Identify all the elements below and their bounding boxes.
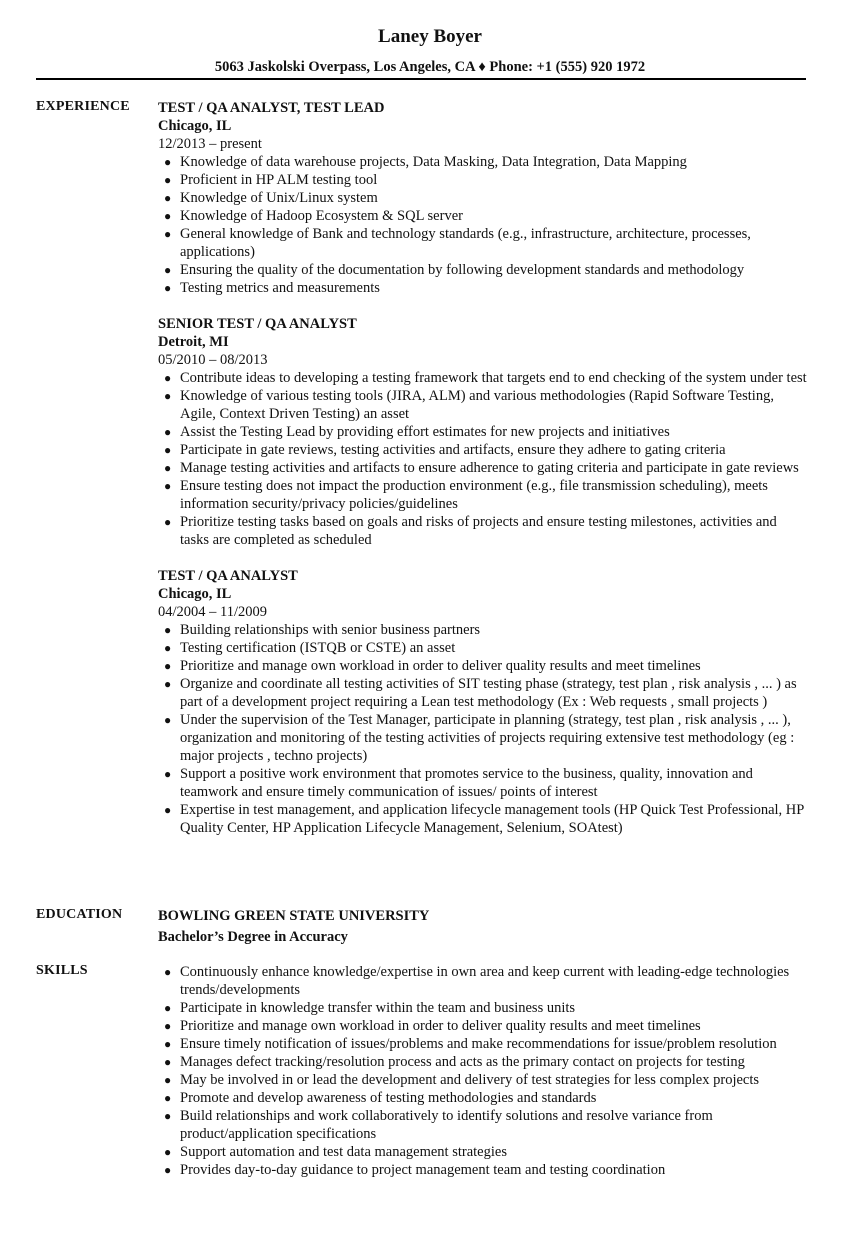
bullet-icon: ● — [164, 659, 172, 673]
bullet-text: Knowledge of Unix/Linux system — [180, 190, 378, 206]
list-item — [158, 1035, 808, 1053]
education-body — [158, 907, 808, 946]
bullet-icon: ● — [164, 515, 172, 529]
bullet-icon: ● — [164, 767, 172, 781]
list-item — [158, 657, 808, 675]
bullet-text: General knowledge of Bank and technology standards (e.g., infrastructure, architecture, processes, applications) — [180, 226, 751, 260]
bullet-text: Proficient in HP ALM testing tool — [180, 172, 378, 188]
bullet-icon: ● — [164, 677, 172, 691]
list-item — [158, 1107, 808, 1143]
bullet-text: Testing certification (ISTQB or CSTE) an asset — [180, 640, 456, 656]
bullet-text: Organize and coordinate all testing activities of SIT testing phase (strategy, test plan , risk analysis , ... ) as part of a development project requiring a Lean test methodology (Ex : Web requests , small projects ) — [180, 676, 797, 710]
bullet-text: Under the supervision of the Test Manager, participate in planning (strategy, test plan , risk analysis , ... ), organization and monitoring of the testing activities of projects requiring extensive test methodology (eg : major projects , techno projects) — [180, 712, 795, 764]
bullet-icon: ● — [164, 173, 172, 187]
bullet-text: Prioritize and manage own workload in order to deliver quality results and meet timelines — [180, 658, 701, 674]
job-location: Detroit, MI — [158, 334, 229, 350]
list-item — [158, 153, 808, 171]
bullet-text: Provides day-to-day guidance to project management team and testing coordination — [180, 1162, 666, 1178]
bullet-icon: ● — [164, 263, 172, 277]
bullet-text: Manage testing activities and artifacts to ensure adherence to gating criteria and participate in gate reviews — [180, 460, 799, 476]
bullet-text: Knowledge of data warehouse projects, Data Masking, Data Integration, Data Mapping — [180, 154, 687, 170]
job-bullet-list — [158, 621, 808, 837]
job-entry — [158, 567, 808, 837]
bullet-icon: ● — [164, 1145, 172, 1159]
bullet-icon: ● — [164, 1001, 172, 1015]
bullet-text: Participate in knowledge transfer within the team and business units — [180, 1000, 576, 1016]
list-item — [158, 189, 808, 207]
bullet-text: Prioritize testing tasks based on goals and risks of projects and ensure testing milestones, activities and tasks are completed as scheduled — [180, 514, 777, 548]
bullet-text: Ensuring the quality of the documentation by following development standards and methodology — [180, 262, 745, 278]
skills-bullet-list — [158, 963, 808, 1179]
job-dates: 05/2010 – 08/2013 — [158, 352, 268, 368]
bullet-text: Knowledge of Hadoop Ecosystem & SQL server — [180, 208, 463, 224]
contact-line: 5063 Jaskolski Overpass, Los Angeles, CA ♦ Phone: +1 (555) 920 1972 — [214, 59, 646, 75]
bullet-text: Manages defect tracking/resolution process and acts as the primary contact on projects for testing — [180, 1054, 745, 1070]
job-entry — [158, 99, 808, 297]
school-name: BOWLING GREEN STATE UNIVERSITY — [158, 908, 430, 924]
list-item — [158, 369, 808, 387]
job-title: TEST / QA ANALYST, TEST LEAD — [158, 100, 385, 116]
bullet-icon: ● — [164, 209, 172, 223]
job-bullet-list — [158, 153, 808, 297]
list-item — [158, 999, 808, 1017]
bullet-icon: ● — [164, 425, 172, 439]
section-label-education: EDUCATION — [36, 907, 123, 922]
job-dates: 12/2013 – present — [158, 136, 262, 152]
list-item — [158, 1017, 808, 1035]
list-item — [158, 801, 808, 837]
bullet-icon: ● — [164, 1073, 172, 1087]
list-item — [158, 711, 808, 765]
bullet-text: Assist the Testing Lead by providing effort estimates for new projects and initiatives — [180, 424, 670, 440]
list-item — [158, 639, 808, 657]
section-label-experience: EXPERIENCE — [36, 99, 130, 114]
bullet-text: Build relationships and work collaboratively to identify solutions and resolve variance from product/application specifications — [180, 1108, 713, 1142]
bullet-icon: ● — [164, 623, 172, 637]
skills-body — [158, 963, 808, 1179]
job-location: Chicago, IL — [158, 118, 232, 134]
bullet-icon: ● — [164, 389, 172, 403]
experience-body — [158, 99, 808, 855]
list-item — [158, 207, 808, 225]
header-divider — [36, 78, 806, 80]
list-item — [158, 279, 808, 297]
job-bullet-list — [158, 369, 808, 549]
list-item — [158, 459, 808, 477]
bullet-icon: ● — [164, 371, 172, 385]
list-item — [158, 423, 808, 441]
bullet-text: Ensure timely notification of issues/problems and make recommendations for issue/problem resolution — [180, 1036, 777, 1052]
job-title: TEST / QA ANALYST — [158, 568, 298, 584]
bullet-text: Ensure testing does not impact the production environment (e.g., file transmission scheduling), meets information security/privacy policies/guidelines — [180, 478, 768, 512]
job-location: Chicago, IL — [158, 586, 232, 602]
list-item — [158, 1089, 808, 1107]
bullet-text: Prioritize and manage own workload in order to deliver quality results and meet timelines — [180, 1018, 701, 1034]
list-item — [158, 675, 808, 711]
job-title: SENIOR TEST / QA ANALYST — [158, 316, 357, 332]
bullet-icon: ● — [164, 1163, 172, 1177]
job-dates: 04/2004 – 11/2009 — [158, 604, 268, 620]
list-item — [158, 1053, 808, 1071]
bullet-icon: ● — [164, 1019, 172, 1033]
list-item — [158, 621, 808, 639]
bullet-text: Support a positive work environment that promotes service to the business, quality, innovation and teamwork and ensure timely communication of issues/ points of interest — [180, 766, 753, 800]
degree-name: Bachelor’s Degree in Accuracy — [158, 929, 348, 945]
list-item — [158, 513, 808, 549]
list-item — [158, 1143, 808, 1161]
bullet-text: Testing metrics and measurements — [180, 280, 380, 296]
list-item — [158, 225, 808, 261]
list-item — [158, 171, 808, 189]
bullet-text: Continuously enhance knowledge/expertise in own area and keep current with leading-edge technologies trends/developments — [180, 964, 790, 998]
bullet-icon: ● — [164, 479, 172, 493]
list-item — [158, 477, 808, 513]
bullet-icon: ● — [164, 1109, 172, 1123]
bullet-icon: ● — [164, 1091, 172, 1105]
bullet-icon: ● — [164, 965, 172, 979]
bullet-icon: ● — [164, 1037, 172, 1051]
bullet-text: Support automation and test data management strategies — [180, 1144, 507, 1160]
job-entry — [158, 315, 808, 549]
list-item — [158, 765, 808, 801]
section-label-skills: SKILLS — [36, 963, 88, 978]
list-item — [158, 387, 808, 423]
list-item — [158, 1161, 808, 1179]
list-item — [158, 261, 808, 279]
list-item — [158, 1071, 808, 1089]
candidate-name: Laney Boyer — [378, 26, 482, 47]
bullet-icon: ● — [164, 803, 172, 817]
bullet-icon: ● — [164, 155, 172, 169]
bullet-icon: ● — [164, 191, 172, 205]
bullet-text: Building relationships with senior business partners — [180, 622, 481, 638]
bullet-icon: ● — [164, 641, 172, 655]
bullet-icon: ● — [164, 281, 172, 295]
bullet-icon: ● — [164, 461, 172, 475]
bullet-icon: ● — [164, 227, 172, 241]
bullet-icon: ● — [164, 1055, 172, 1069]
bullet-icon: ● — [164, 443, 172, 457]
bullet-text: May be involved in or lead the development and delivery of test strategies for less complex projects — [180, 1072, 760, 1088]
bullet-text: Promote and develop awareness of testing methodologies and standards — [180, 1090, 597, 1106]
bullet-text: Participate in gate reviews, testing activities and artifacts, ensure they adhere to gating criteria — [180, 442, 726, 458]
list-item — [158, 963, 808, 999]
bullet-text: Expertise in test management, and application lifecycle management tools (HP Quick Test Professional, HP Quality Center, HP Application Lifecycle Management, Selenium, SOAtest) — [180, 802, 804, 836]
bullet-icon: ● — [164, 713, 172, 727]
list-item — [158, 441, 808, 459]
bullet-text: Knowledge of various testing tools (JIRA, ALM) and various methodologies (Rapid Software Testing, Agile, Context Driven Testing) an asset — [180, 388, 774, 422]
bullet-text: Contribute ideas to developing a testing framework that targets end to end checking of the system under test — [180, 370, 807, 386]
